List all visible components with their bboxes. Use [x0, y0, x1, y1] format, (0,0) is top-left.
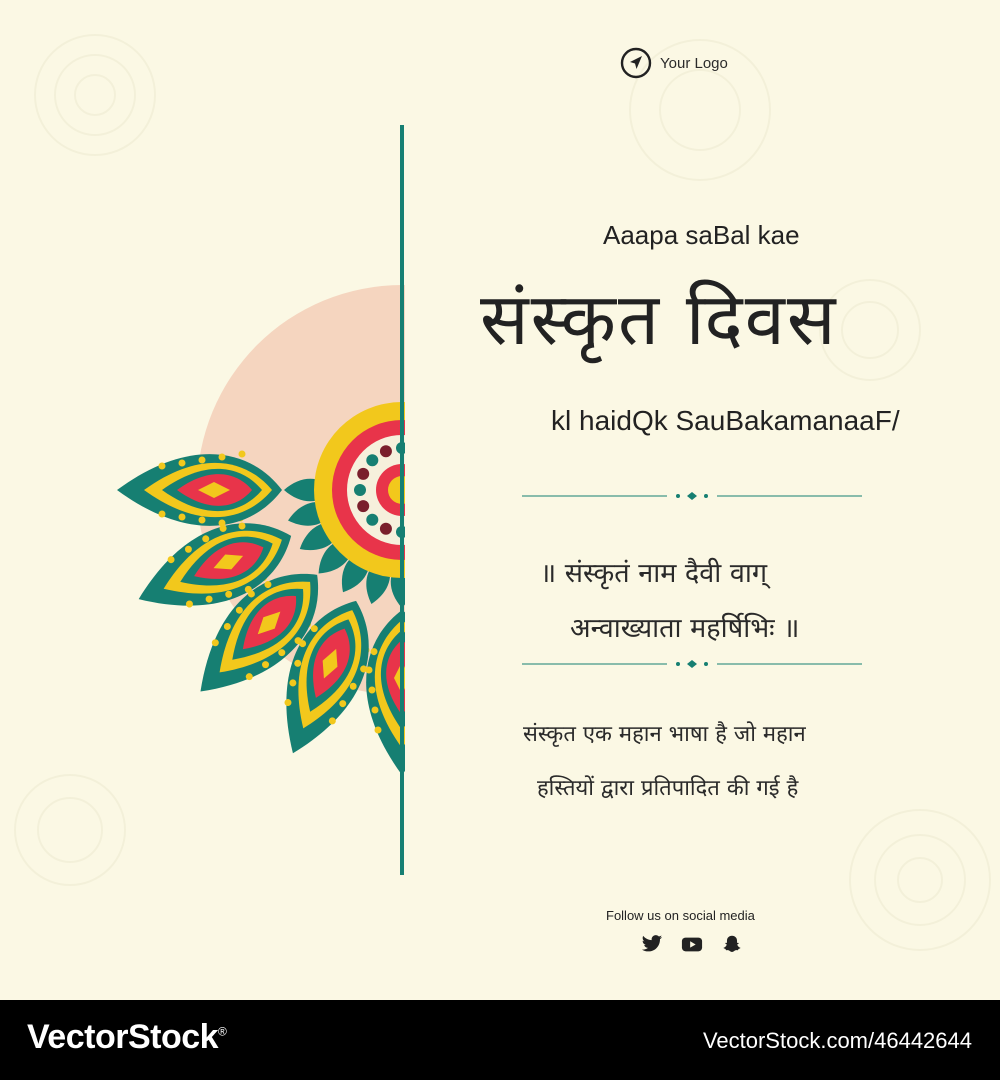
footer-brand	[27, 1018, 226, 1057]
navigation-arrow-icon	[620, 47, 652, 79]
footer-bar	[0, 1000, 1000, 1080]
mandala-decoration	[80, 200, 405, 780]
greeting-tagline: kl haidQk SauBakamanaaF/	[551, 405, 900, 436]
verse-line-2: अन्वाख्याता महर्षिभिः ॥	[570, 613, 800, 644]
youtube-icon[interactable]	[681, 934, 703, 954]
snapchat-icon[interactable]	[721, 934, 743, 954]
body-text-line-2: हस्तियों द्वारा प्रतिपादित की गई है	[537, 776, 799, 801]
footer-brand-mark: ®	[218, 1024, 227, 1039]
body-text-line-1: संस्कृत एक महान भाषा है जो महान	[523, 722, 806, 747]
footer-brand-name: VectorStock	[27, 1018, 219, 1056]
greeting-subtitle: Aaapa saBal kae	[603, 220, 800, 250]
ornamental-divider-bottom	[522, 659, 862, 669]
brand-logo[interactable]	[620, 47, 728, 79]
social-label: Follow us on social media	[606, 908, 755, 923]
ornamental-divider-top	[522, 491, 862, 501]
vertical-divider	[400, 125, 404, 875]
verse-line-1: ॥ संस्कृतं नाम दैवी वाग्	[540, 558, 768, 589]
logo-label: Your Logo	[660, 54, 728, 72]
footer-image-id: VectorStock.com/46442644	[702, 1028, 972, 1053]
page-title: संस्कृत दिवस	[480, 277, 838, 361]
twitter-icon[interactable]	[641, 934, 663, 954]
social-icons	[641, 934, 743, 954]
